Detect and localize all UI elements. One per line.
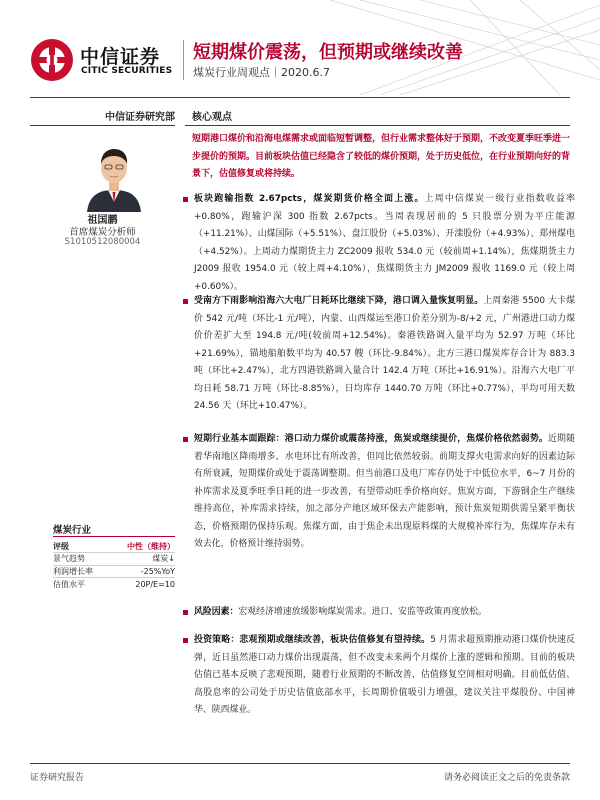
left-column bbox=[30, 108, 175, 126]
core-view-rule bbox=[185, 125, 570, 126]
industry-row-value: 煤炭↓ bbox=[108, 553, 175, 566]
core-summary: 短期港口煤价和沿海电煤需求或面临短暂调整，但行业需求整体好于预期，不改变夏季旺季进一步提价的预期。目前板块估值已经隐含了较低的煤价预期，处于历史低位，在行业预期向好的背景下，估值修复或将持续。 bbox=[192, 134, 571, 179]
industry-row bbox=[53, 565, 175, 578]
footer-rule bbox=[30, 763, 570, 764]
report-header bbox=[0, 0, 600, 95]
industry-row bbox=[53, 578, 175, 591]
analyst-name: 祖国鹏 bbox=[87, 215, 118, 226]
industry-row-label: 利润增长率 bbox=[53, 565, 108, 578]
bullet-investment-strategy bbox=[183, 632, 575, 720]
bullet-body: 上周秦港 5500 大卡煤价 542 元/吨（环比-1 元/吨），内蒙、山西煤运至港口价差分别为-8/+2 元，广州港进口动力煤价价差扩大至 194.8 元/吨(较前周+12.54%)。秦港铁路调入量平均为 52.97 万吨（环比+21.69%），锚地船舶数平均为 40.57 艘（环比-9.84%）。北方三港口煤炭库存合计为 883.3 吨（环比+2.47%），北方四港铁路调入量合计 142.4 万吨（环比+16.91%）。沿海六大电厂平均日耗 58.71 万吨（环比-8.85%），日均库存 1440.70 万吨（环比+0.77%），平均可用天数 24.56 天（环比+10.47%）。 bbox=[194, 296, 575, 411]
industry-row-label: 估值水平 bbox=[53, 579, 85, 589]
bullet-head: 投资策略：悲观预期或继续改善，板块估值修复有望持续。 bbox=[194, 635, 431, 645]
bullet-square-icon bbox=[183, 437, 188, 442]
industry-row bbox=[53, 540, 175, 553]
report-subtitle: 煤炭行业周观点｜2020.6.7 bbox=[193, 66, 330, 79]
bullet-head: 板块跑输指数 2.67pcts，煤炭期货价格全面上涨。 bbox=[194, 194, 425, 204]
header-divider bbox=[183, 40, 184, 80]
industry-heading: 煤炭行业 bbox=[53, 525, 92, 536]
industry-row-label: 景气趋势 bbox=[53, 553, 108, 566]
citic-logo-icon bbox=[30, 38, 74, 82]
logo-english-text: CITIC SECURITIES bbox=[81, 66, 173, 76]
bullet-square-icon bbox=[183, 638, 188, 643]
industry-row-label: 评级 bbox=[53, 540, 108, 553]
bullet-fundamentals bbox=[183, 431, 575, 554]
bullet-sector-performance bbox=[183, 191, 575, 296]
logo-chinese-text: 中信证券 bbox=[80, 46, 161, 68]
industry-row bbox=[53, 553, 175, 566]
industry-table bbox=[53, 540, 175, 590]
bullet-body: 近期随着华南地区降雨增多，水电环比有所改善，但同比依然较弱。前期支撑火电需求向好的因素边际有所衰减，短期煤价或处于震荡调整期。但当前港口及电厂库存仍处于中低位水平，6~7 月份的补库需求及夏季旺季日耗的进一步改善，有望带动旺季价格向好。焦炭方面，下游钢企生产继续维持高位，补库需求持续，加之部分产地区域环保去产能影响，预计焦炭短期供需呈紧平衡状态，价格预期仍保持乐观。焦煤方面，由于焦企未出现原料煤的大规模补库行为，焦煤库存未有效去化，价格预计维持弱势。 bbox=[194, 434, 575, 549]
bullet-square-icon bbox=[183, 299, 188, 304]
industry-row-value: -25%YoY bbox=[108, 565, 175, 578]
bullet-head: 短期行业基本面跟踪：港口动力煤价或震荡持涨，焦炭或继续提价，焦煤价格依然弱势。 bbox=[194, 434, 548, 444]
report-title: 短期煤价震荡，但预期或继续改善 bbox=[193, 42, 463, 63]
header-rule bbox=[30, 97, 570, 98]
citic-logo bbox=[30, 38, 190, 82]
footer-disclaimer: 请务必阅读正文之后的免责条款 bbox=[443, 773, 570, 783]
analyst-license-id: S1010512080004 bbox=[64, 237, 141, 247]
bullet-head: 受南方下雨影响沿海六大电厂日耗环比继续下降，港口调入量恢复明显。 bbox=[194, 296, 484, 306]
industry-row-value: 中性（维持） bbox=[108, 540, 175, 553]
bullet-body: 上周中信煤炭一级行业指数收益率+0.80%，跑输沪深 300 指数 2.67pcts。当周表现居前的 5 只股票分别为平庄能源（+11.21%）、山煤国际（+5.51%）、盘江股份（+5.03%）、开滦股份（+4.93%）、郑州煤电（+4.52%）。上周动力煤期货主力 ZC2009 报收 534.0 元（较前周+1.14%），焦煤期货主力 J2009 报收 1954.0 元（较上周+4.10%），焦煤期货主力 JM2009 报收 1169.0 元（较上周+0.60%）。 bbox=[194, 194, 576, 292]
analyst-title: 首席煤炭分析师 bbox=[69, 227, 136, 238]
research-institute: 中信证券研究部 bbox=[105, 112, 175, 123]
core-view-heading: 核心观点 bbox=[192, 112, 232, 123]
left-rule bbox=[30, 125, 175, 126]
bullet-body: 宏观经济增速放缓影响煤炭需求。进口、安监等政策再度放松。 bbox=[238, 607, 487, 617]
bullet-square-icon bbox=[183, 197, 188, 202]
bullet-head: 风险因素： bbox=[194, 607, 239, 617]
footer-report-type: 证券研究报告 bbox=[30, 773, 85, 783]
bullet-square-icon bbox=[183, 610, 188, 615]
analyst-photo bbox=[83, 140, 145, 212]
bullet-port-data bbox=[183, 293, 575, 416]
industry-rule bbox=[53, 536, 175, 537]
bullet-body: 5 月需求超预期推动港口煤价快速反弹，近日虽然港口动力煤价出现震荡，但不改变未来两个月煤价上涨的逻辑和预期。目前的板块估值已基本反映了悲观预期，随着行业预期的不断改善，估值修复空间相对明确。目前低估值、高股息率的公司处于历史估值底部水平，长周期价值吸引力增强，建议关注平煤股份、中国神华、陕西煤业。 bbox=[194, 635, 576, 715]
industry-row-value: 20P/E=10 bbox=[135, 579, 175, 589]
bullet-risk-factors bbox=[183, 604, 575, 622]
